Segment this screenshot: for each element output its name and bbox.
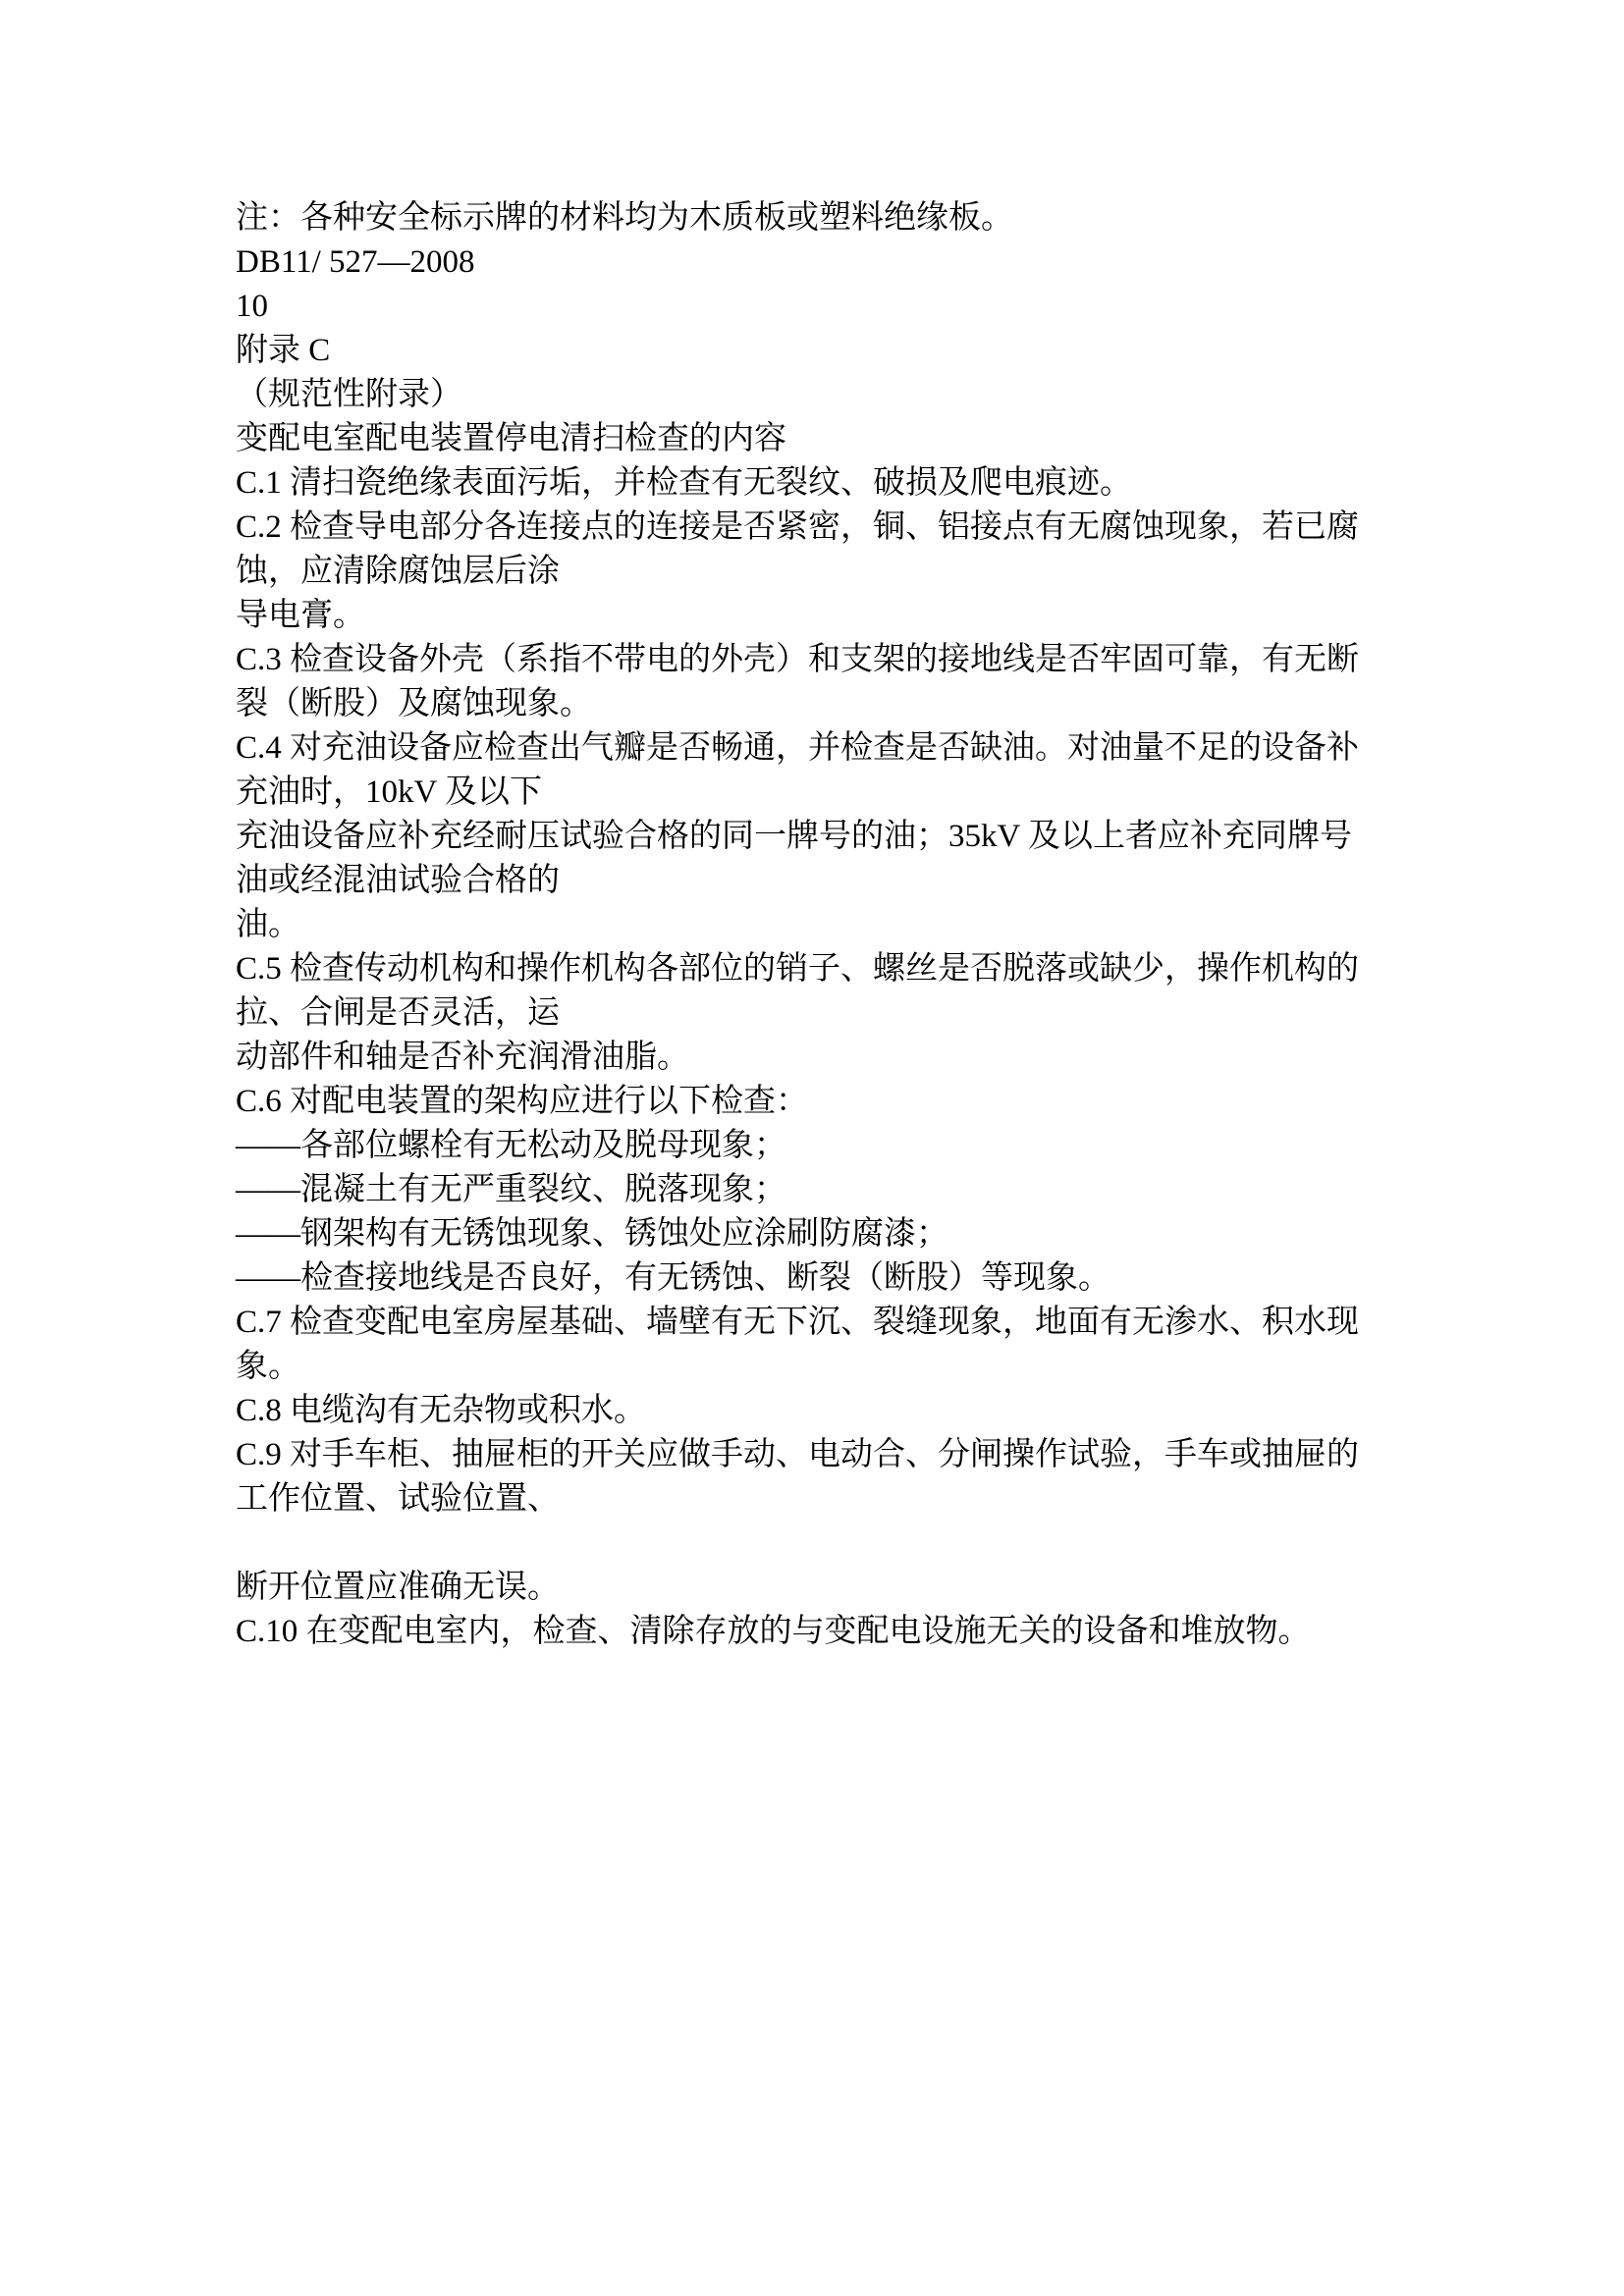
text-line-20: 动部件和轴是否补充润滑油脂。	[236, 1040, 689, 1075]
text-line-18: C.5 检查传动机构和操作机构各部位的销子、螺丝是否脱落或缺少，操作机构的	[236, 951, 1360, 987]
blank-line	[236, 1522, 1443, 1566]
text-line-13: C.4 对充油设备应检查出气瓣是否畅通，并检查是否缺油。对油量不足的设备补	[236, 730, 1360, 766]
text-line-10: 导电膏。	[236, 598, 365, 633]
text-line-6: 变配电室配电装置停电清扫检查的内容	[236, 421, 786, 456]
text-line-25: ——检查接地线是否良好，有无锈蚀、断裂（断股）等现象。	[236, 1260, 1110, 1296]
text-line-4: 附录 C	[236, 333, 331, 368]
text-line-22: ——各部位螺栓有无松动及脱母现象；	[236, 1128, 786, 1163]
text-line-14: 充油时，10kV 及以下	[236, 774, 542, 810]
text-line-29: C.9 对手车柜、抽屉柜的开关应做手动、电动合、分闸操作试验，手车或抽屉的	[236, 1437, 1360, 1472]
text-line-16: 油或经混油试验合格的	[236, 863, 560, 898]
text-line-15: 充油设备应补充经耐压试验合格的同一牌号的油；35kV 及以上者应补充同牌号	[236, 819, 1352, 854]
text-line-21: C.6 对配电装置的架构应进行以下检查：	[236, 1084, 809, 1119]
text-line-5: （规范性附录）	[236, 377, 462, 412]
text-line-7: C.1 清扫瓷绝缘表面污垢，并检查有无裂纹、破损及爬电痕迹。	[236, 465, 1133, 501]
text-line-26: C.7 检查变配电室房屋基础、墙壁有无下沉、裂缝现象，地面有无渗水、积水现	[236, 1305, 1360, 1340]
text-line-30: 工作位置、试验位置、	[236, 1481, 560, 1517]
text-line-3: 10	[236, 289, 268, 324]
text-line-19: 拉、合闸是否灵活，运	[236, 995, 560, 1031]
text-line-28: C.8 电缆沟有无杂物或积水。	[236, 1393, 647, 1428]
text-line-17: 油。	[236, 907, 300, 942]
text-line-32: 断开位置应准确无误。	[236, 1570, 560, 1605]
text-line-9: 蚀，应清除腐蚀层后涂	[236, 554, 560, 589]
text-line-27: 象。	[236, 1349, 300, 1384]
text-line-12: 裂（断股）及腐蚀现象。	[236, 686, 592, 721]
text-line-1: 注：各种安全标示牌的材料均为木质板或塑料绝缘板。	[236, 200, 1013, 236]
text-line-23: ——混凝土有无严重裂纹、脱落现象；	[236, 1172, 786, 1207]
text-line-24: ——钢架构有无锈蚀现象、锈蚀处应涂刷防腐漆；	[236, 1216, 948, 1252]
text-line-11: C.3 检查设备外壳（系指不带电的外壳）和支架的接地线是否牢固可靠，有无断	[236, 642, 1360, 677]
text-line-33: C.10 在变配电室内，检查、清除存放的与变配电设施无关的设备和堆放物。	[236, 1614, 1311, 1649]
document-text-block	[236, 196, 1443, 1654]
text-line-2: DB11/ 527—2008	[236, 244, 475, 280]
text-line-8: C.2 检查导电部分各连接点的连接是否紧密，铜、铝接点有无腐蚀现象，若已腐	[236, 509, 1360, 545]
